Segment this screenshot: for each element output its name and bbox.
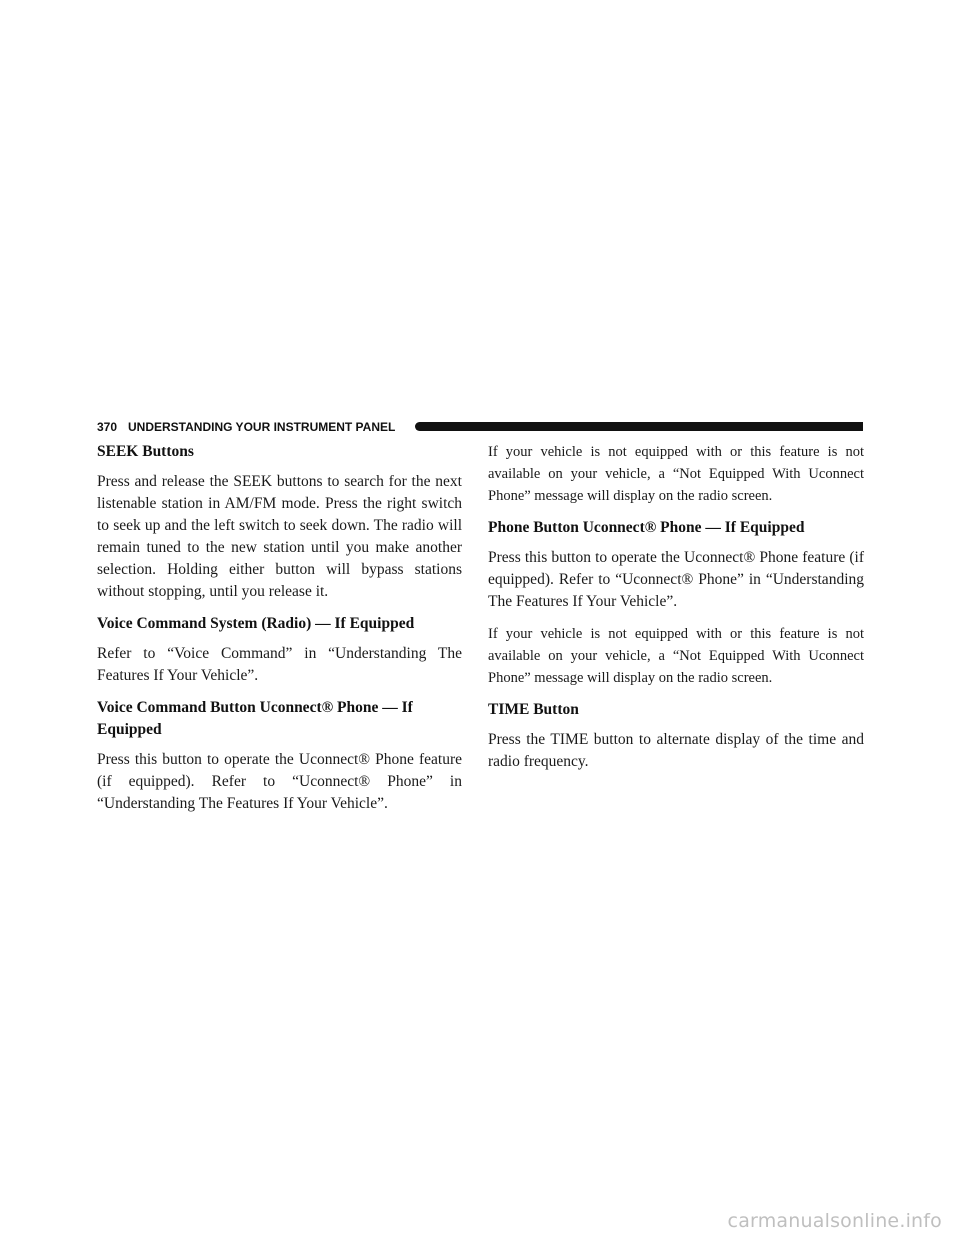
left-column bbox=[97, 441, 462, 825]
not-equipped-note-1: If your vehicle is not equipped with or this feature is not available on your vehicle, a “Not Equipped With Uconnect Phone” message will display on the radio screen. bbox=[488, 444, 864, 504]
voice-command-radio-paragraph: Refer to “Voice Command” in “Understanding The Features If Your Vehicle”. bbox=[97, 645, 462, 684]
phone-button-paragraph: Press this button to operate the Uconnect® Phone feature (if equipped). Refer to “Uconnect® Phone” in “Understanding The Features If Your Vehicle”. bbox=[488, 549, 864, 610]
right-column bbox=[488, 441, 864, 783]
voice-command-button-heading: Voice Command Button Uconnect® Phone — If Equipped bbox=[97, 699, 413, 738]
time-button-paragraph: Press the TIME button to alternate display of the time and radio frequency. bbox=[488, 731, 864, 770]
not-equipped-note-2: If your vehicle is not equipped with or this feature is not available on your vehicle, a “Not Equipped With Uconnect Phone” message will display on the radio screen. bbox=[488, 626, 864, 686]
voice-command-button-paragraph: Press this button to operate the Uconnect® Phone feature (if equipped). Refer to “Uconnect® Phone” in “Understanding The Features If Your Vehicle”. bbox=[97, 751, 462, 812]
section-title: UNDERSTANDING YOUR INSTRUMENT PANEL bbox=[128, 420, 396, 434]
watermark: carmanualsonline.info bbox=[727, 1210, 942, 1232]
phone-button-heading: Phone Button Uconnect® Phone — If Equipped bbox=[488, 519, 805, 536]
page-number: 370 bbox=[97, 420, 118, 434]
seek-buttons-paragraph: Press and release the SEEK buttons to search for the next listenable station in AM/FM mode. Press the right switch to seek up and the left switch to seek down. The radio will remain tuned to the new station until you make another selection. Holding either button will bypass stations without stopping, until you release it. bbox=[97, 473, 462, 600]
time-button-heading: TIME Button bbox=[488, 701, 579, 718]
seek-buttons-heading: SEEK Buttons bbox=[97, 443, 194, 460]
page-header bbox=[97, 418, 863, 436]
header-rule-bar bbox=[415, 422, 863, 431]
voice-command-radio-heading: Voice Command System (Radio) — If Equipped bbox=[97, 615, 415, 632]
